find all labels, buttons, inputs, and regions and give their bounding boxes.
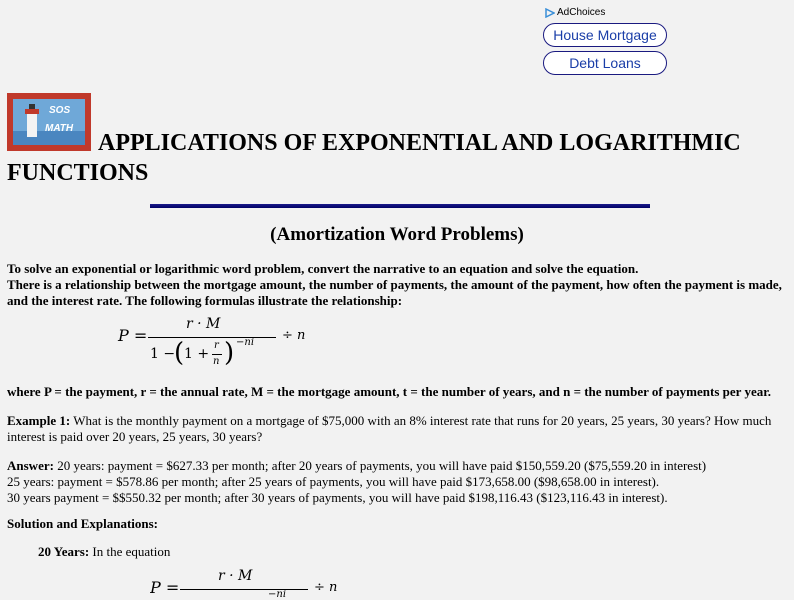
adchoices-icon bbox=[545, 8, 555, 18]
solution-20-text: In the equation bbox=[89, 544, 171, 559]
logo-line-2: MATH bbox=[45, 123, 74, 134]
logo-line-1: SOS bbox=[49, 105, 71, 116]
formula2-numerator: r · M bbox=[218, 568, 253, 584]
debt-loans-button[interactable]: Debt Loans bbox=[543, 51, 667, 75]
formula-numerator: r · M bbox=[186, 316, 221, 332]
example-text: What is the monthly payment on a mortgage of $75,000 with an 8% interest rate that runs for 20 years, 25 years, 30 years? How much interest is paid over 20 years, 25 years, 30 years? bbox=[7, 413, 772, 444]
title-divider bbox=[150, 204, 650, 208]
variable-definitions: where P = the payment, r = the annual rate, M = the mortgage amount, t = the number of years, and n = the number of payments per year. bbox=[7, 384, 772, 399]
answer-label: Answer: bbox=[7, 458, 54, 473]
formula-divide: ÷ n bbox=[282, 328, 306, 343]
intro-line-2: There is a relationship between the mortgage amount, the number of payments, the amount of the payment, how often the payment is made, and the interest rate. The following formulas illustrate the relationship: bbox=[7, 277, 782, 308]
formula-inner-one: 1 + bbox=[184, 346, 210, 362]
example-label: Example 1: bbox=[7, 413, 71, 428]
solution-20-label: 20 Years: bbox=[38, 544, 90, 559]
page-title: APPLICATIONS OF EXPONENTIAL AND LOGARITHMIC FUNCTIONS bbox=[7, 130, 741, 186]
formula2-divide: ÷ n bbox=[314, 580, 338, 595]
solution-heading: Solution and Explanations: bbox=[7, 516, 159, 531]
answer-block bbox=[7, 458, 793, 506]
formula-inner-r: r bbox=[214, 340, 219, 351]
formula-inner-n: n bbox=[213, 356, 220, 367]
formula-exponent: −ni bbox=[236, 337, 255, 348]
formula-open-paren: ( bbox=[174, 338, 185, 368]
answer-line-2: 25 years: payment = $578.86 per month; after 25 years of payments, you will have paid $173,658.00 ($98,658.00 in interest). bbox=[7, 474, 660, 489]
formula-fraction-bar bbox=[148, 337, 276, 338]
solution-20-years bbox=[38, 544, 794, 560]
formula-denominator-one: 1 − bbox=[150, 346, 176, 362]
page-subtitle: (Amortization Word Problems) bbox=[270, 224, 524, 245]
adchoices-label: AdChoices bbox=[557, 7, 606, 18]
formula-inner-bar bbox=[212, 354, 222, 355]
formula2-exponent: −ni bbox=[268, 589, 287, 600]
formula2-lhs: P = bbox=[150, 578, 180, 597]
amortization-formula-repeat bbox=[150, 568, 350, 600]
intro-line-1: To solve an exponential or logarithmic word problem, convert the narrative to an equation and solve the equation. bbox=[7, 261, 639, 276]
amortization-formula bbox=[118, 316, 318, 372]
answer-line-3: 30 years payment = $$550.32 per month; after 30 years of payments, you will have paid $198,116.43 ($123,116.43 in interest). bbox=[7, 490, 668, 505]
formula-lhs: P = bbox=[118, 326, 148, 345]
adchoices-link[interactable] bbox=[545, 7, 605, 18]
formula-close-paren: ) bbox=[224, 338, 235, 368]
house-mortgage-button[interactable]: House Mortgage bbox=[543, 23, 667, 47]
example-1 bbox=[7, 413, 793, 445]
answer-line-1: 20 years: payment = $627.33 per month; after 20 years of payments, you will have paid $150,559.20 ($75,559.20 in interest) bbox=[53, 458, 707, 473]
intro-text bbox=[7, 261, 782, 309]
formula2-fraction-bar bbox=[180, 589, 308, 590]
